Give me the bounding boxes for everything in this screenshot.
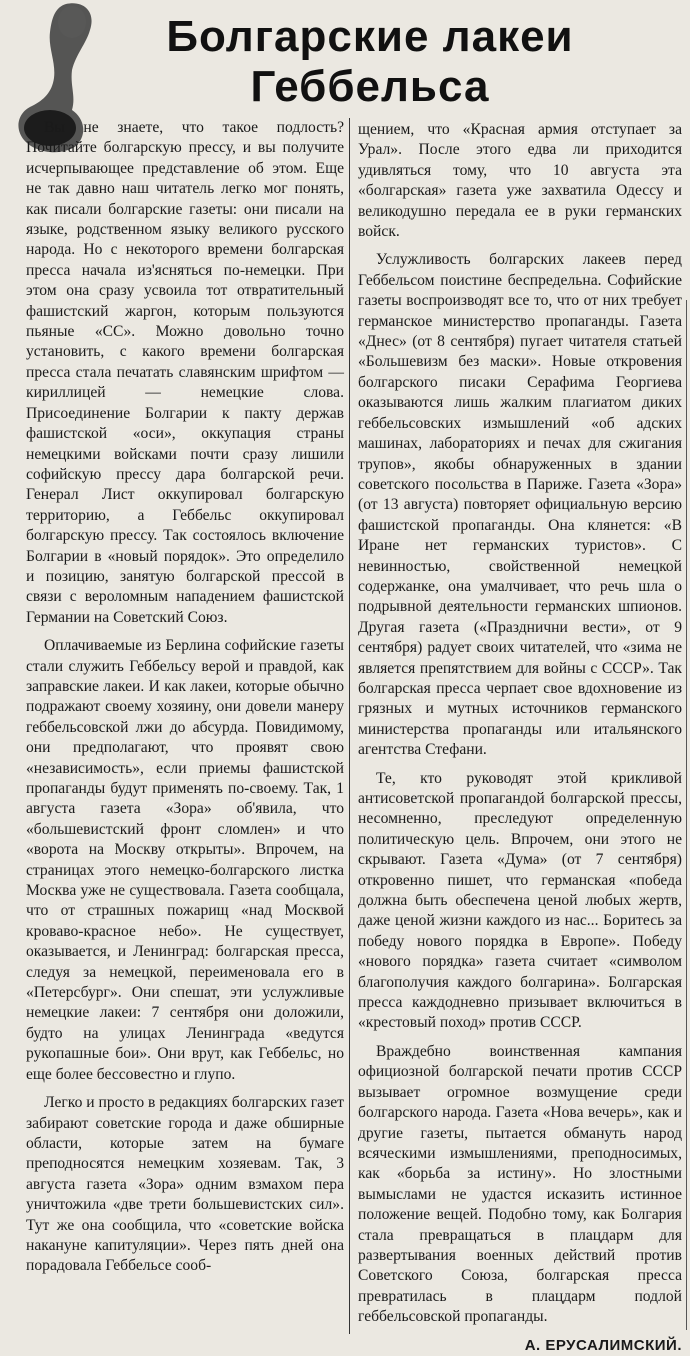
paragraph: щением, что «Красная армия отступает за Урал». После этого едва ли приходится удивляться тому, что 10 августа эта «болгарская» газета уже захватила Одессу и великодушно передала ее в руки германских войск. (358, 121, 682, 241)
paragraph: Те, кто руководят этой крикливой антисоветской пропагандой болгарской прессы, несомненно, преследуют определенную политическую цель. Впрочем, они этого не скрывают. Газета «Дума» (от 7 сентября) откровенно пишет, что германская «победа должна быть обеспечена ценой любых жертв, даже ценой жизни каждого из нас... Боритесь за победу нового порядка в Европе». Победу «нового порядка» газета считает «символом благополучия каждого болгарина». Болгарская пресса каждодневно призывает включиться в «крестовый поход» против СССР. (358, 769, 682, 1032)
page-edge-rule (686, 300, 687, 1330)
article-title-line-2: Геббельса (250, 62, 490, 111)
left-column (26, 118, 344, 1285)
paragraph: Оплачиваемые из Берлина софийские газеты стали служить Геббельсу верой и правдой, как заправские лакеи. И как лакеи, которые обычно подражают своему хозяину, они довели манеру геббельсовской лжи до абсурда. Повидимому, они предполагают, что проявят свою «независимость», если приемы фашистской пропаганды будут применять по-своему. Так, 1 августа газета «Зора» об'явила, что «большевистский фронт сломлен» и что «ворота на Москву открыты». Впрочем, на страницах этого немецко-болгарского листка Москва уже не существовала. Газета сообщала, что от страшных пожарищ «над Москвой кроваво-красное небо». Не существует, оказывается, и Ленинград: болгарская пресса, следуя за немецкой, переименовала его в «Петерсбург». Они спешат, эти услужливые немецкие лакеи: 7 сентября они доложили, будто на улицах Ленинграда «ведутся рукопашные бои». Они врут, как Геббельс, но еще более бессовестно и глупо. (26, 637, 344, 1083)
paragraph: Услужливость болгарских лакеев перед Геббельсом поистине беспредельна. Софийские газеты воспроизводят все то, что от них требует германское министерство пропаганды. Газета «Днес» (от 8 сентября) пугает читателя статьей «Большевизм без маски». Новые откровения болгарского писаки Серафима Георгиева оказываются лишь жалким плагиатом диких геббельсовских измышлений «об адских машинах, лабораториях и печах для сжигания трупов», якобы обнаруженных в здании советского посольства в Париже. Газета «Зора» (от 13 августа) повторяет официальную версию фашистской пропаганды. Она клянется: «В Иране нет германских туристов». С невинностью, свойственной немецкой содержанке, она умалчивает, что речь шла о подрывной деятельности германских шпионов. Другая газета («Празднични вести», от 9 сентября) радует своих читателей, что «зима не является препятствием для войны с СССР». Так болгарская пресса черпает свое вдохновение из грязных и мутных источников германского министерства пропаганды или итальянского агентства Стефани. (358, 251, 682, 759)
paragraph: Вы не знаете, что такое подлость? Почитайте болгарскую прессу, и вы получите исчерпывающее представление об этом. Еще не так давно наш читатель легко мог понять, как писали болгарские газеты: они писали на языке, родственном языку великого русского народа. Но с некоторого времени болгарская пресса начала из'ясняться по-немецки. При этом она сразу усвоила тот отвратительный фашистский жаргон, которым пользуются пьяные «СС». Можно довольно точно установить, с какого времени болгарская пресса стала печатать славянским шрифтом — кириллицей — немецкие слова. Присоединение Болгарии к пакту держав фашистской «оси», оккупация страны немецкими войсками почти сразу лишили софийскую прессу дара болгарской речи. Генерал Лист оккупировал болгарскую территорию, а Геббельс оккупировал болгарскую прессу. Так состоялось включение Болгарии в «новый порядок». Это определило и позицию, занятую болгарской прессой в связи с вероломным нападением фашистской Германии на Советский Союз. (26, 119, 344, 626)
author-signature: А. ЕРУСАЛИМСКИЙ. (524, 1336, 682, 1354)
right-column (358, 120, 682, 1356)
paragraph: Враждебно воинственная кампания официозной болгарской печати против СССР вызывает огромное возмущение среди болгарского народа. Газета «Нова вечерь», как и другие газеты, пытается обмануть народ всяческими измышлениями, преподносимых, как «борьба за истину». Но злостными вымыслами не удастся исказить истинное положение вещей. Подобно тому, как Болгария стала превращаться в плацдарм для развертывания военных действий против Советского Союза, болгарская пресса превратилась в плацдарм подлой геббельсовской пропаганды. (358, 1042, 682, 1326)
article-title (110, 12, 630, 112)
article-title-line-1: Болгарские лакеи (166, 12, 574, 61)
paragraph: Легко и просто в редакциях болгарских газет забирают советские города и даже обширные области, которые затем на бумаге преподносятся немецким хозяевам. Так, 3 августа газета «Зора» одним взмахом пера уничтожила «две трети большевистских сил». Тут же она сообщила, что «советские войска накануне капитуляции». Через пять дней она порадовала Геббельсе сооб- (26, 1094, 344, 1275)
column-divider (349, 118, 350, 1334)
